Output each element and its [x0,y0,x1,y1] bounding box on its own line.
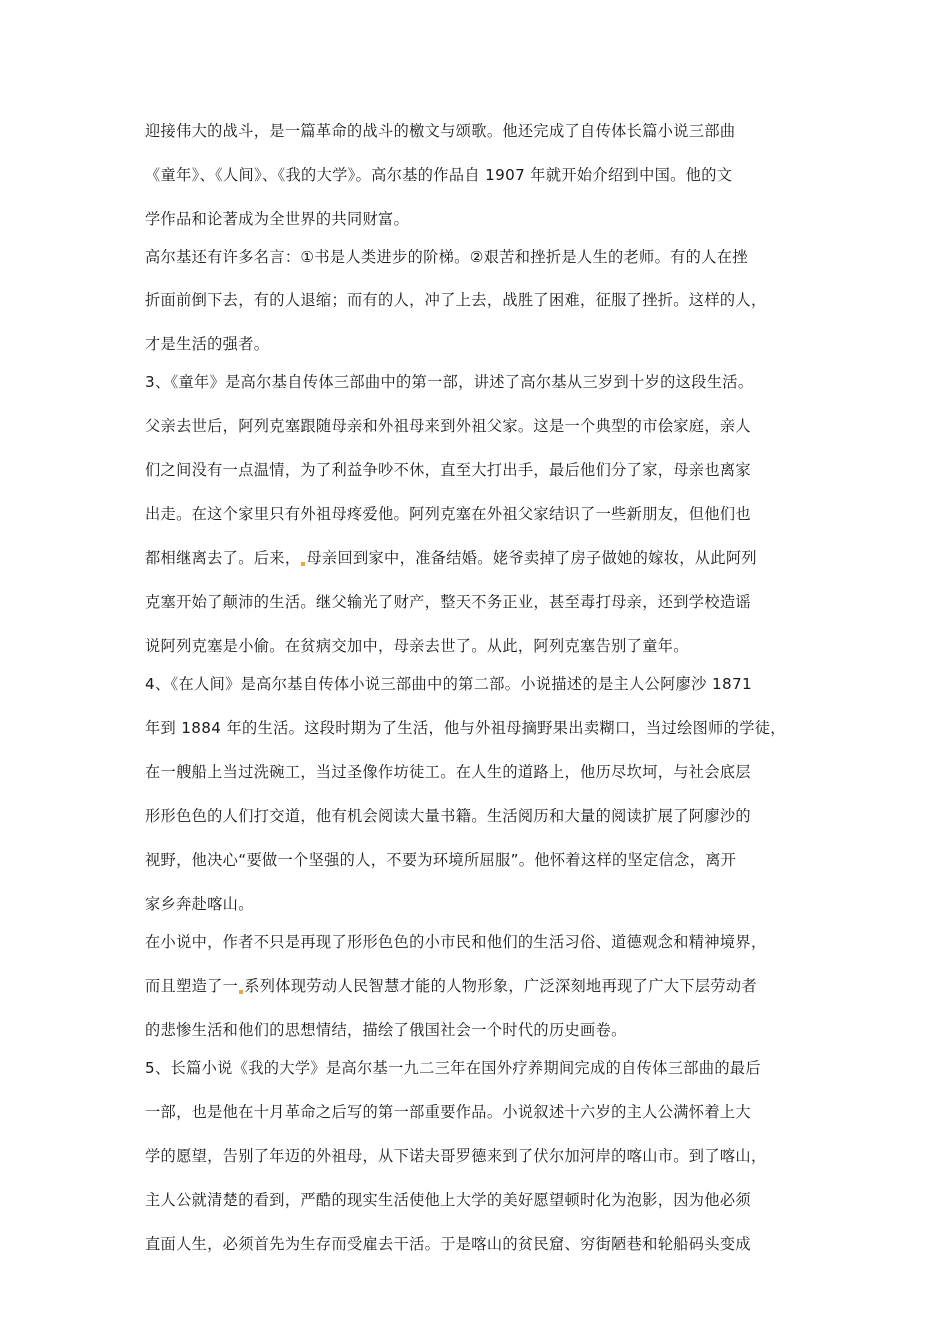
text-line: 说阿列克塞是小偷。在贫病交加中，母亲去世了。从此，阿列克塞告别了童年。 [145,637,689,655]
text-line: 5、长篇小说《我的大学》是高尔基一九二三年在国外疗养期间完成的自传体三部曲的最后 [145,1059,761,1077]
text-line: 视野，他决心“要做一个坚强的人，不要为环境所屈服”。他怀着这样的坚定信念，离开 [145,851,737,869]
text-line: 克塞开始了颠沛的生活。继父输光了财产，整天不务正业，甚至毒打母亲，还到学校造谣 [145,593,751,611]
text-line: 学的愿望，告别了年迈的外祖母，从下诺夫哥罗德来到了伏尔加河岸的喀山市。到了喀山， [145,1147,767,1165]
text-line: 出走。在这个家里只有外祖母疼爱他。阿列克塞在外祖父家结识了一些新朋友，但他们也 [145,505,751,523]
text-line-with-mark [145,976,757,996]
text-line: 在小说中，作者不只是再现了形形色色的小市民和他们的生活习俗、道德观念和精神境界， [145,933,767,951]
text-line: 高尔基还有许多名言：①书是人类进步的阶梯。②艰苦和挫折是人生的老师。有的人在挫 [145,248,748,266]
text-segment: 母亲回到家中，准备结婚。姥爷卖掉了房子做她的嫁妆，从此阿列 [306,549,757,567]
text-line: 形形色色的人们打交道，他有机会阅读大量书籍。生活阅历和大量的阅读扩展了阿廖沙的 [145,807,751,825]
text-line: 3、《童年》是高尔基自传体三部曲中的第一部，讲述了高尔基从三岁到十岁的这段生活。 [145,373,754,391]
text-line: 迎接伟大的战斗，是一篇革命的战斗的檄文与颂歌。他还完成了自传体长篇小说三部曲 [145,122,736,140]
text-line: 折面前倒下去，有的人退缩；而有的人，冲了上去，战胜了困难，征服了挫折。这样的人， [145,291,767,309]
text-line: 一部，也是他在十月革命之后写的第一部重要作品。小说叙述十六岁的主人公满怀着上大 [145,1103,751,1121]
text-segment: 系列体现劳动人民智慧才能的人物形象，广泛深刻地再现了广大下层劳动者 [244,977,757,995]
text-line-with-mark [145,548,757,568]
text-line: 家乡奔赴喀山。 [145,895,254,913]
text-segment: 都相继离去了。后来， [145,549,301,567]
text-segment: 而且塑造了一 [145,977,239,995]
text-line: 《童年》、《人间》、《我的大学》。高尔基的作品自 1907 年就开始介绍到中国。他的文 [145,166,733,184]
text-line: 父亲去世后，阿列克塞跟随母亲和外祖母来到外祖父家。这是一个典型的市侩家庭，亲人 [145,417,751,435]
highlight-mark [239,990,243,994]
text-line: 直面人生，必须首先为生存而受雇去干活。于是喀山的贫民窟、穷街陋巷和轮船码头变成 [145,1235,751,1253]
text-line: 的悲惨生活和他们的思想情结，描绘了俄国社会一个时代的历史画卷。 [145,1021,627,1039]
text-line: 学作品和论著成为全世界的共同财富。 [145,210,410,228]
highlight-mark [301,562,305,566]
text-line: 主人公就清楚的看到，严酷的现实生活使他上大学的美好愿望顿时化为泡影，因为他必须 [145,1191,751,1209]
text-line: 4、《在人间》是高尔基自传体小说三部曲中的第二部。小说描述的是主人公阿廖沙 1871 [145,675,752,693]
text-line: 们之间没有一点温情，为了利益争吵不休，直至大打出手，最后他们分了家，母亲也离家 [145,461,751,479]
text-line: 才是生活的强者。 [145,335,270,353]
text-line: 年到 1884 年的生活。这段时期为了生活，他与外祖母摘野果出卖糊口，当过绘图师的学徒， [145,719,786,737]
text-line: 在一艘船上当过洗碗工，当过圣像作坊徒工。在人生的道路上，他历尽坎坷，与社会底层 [145,763,751,781]
